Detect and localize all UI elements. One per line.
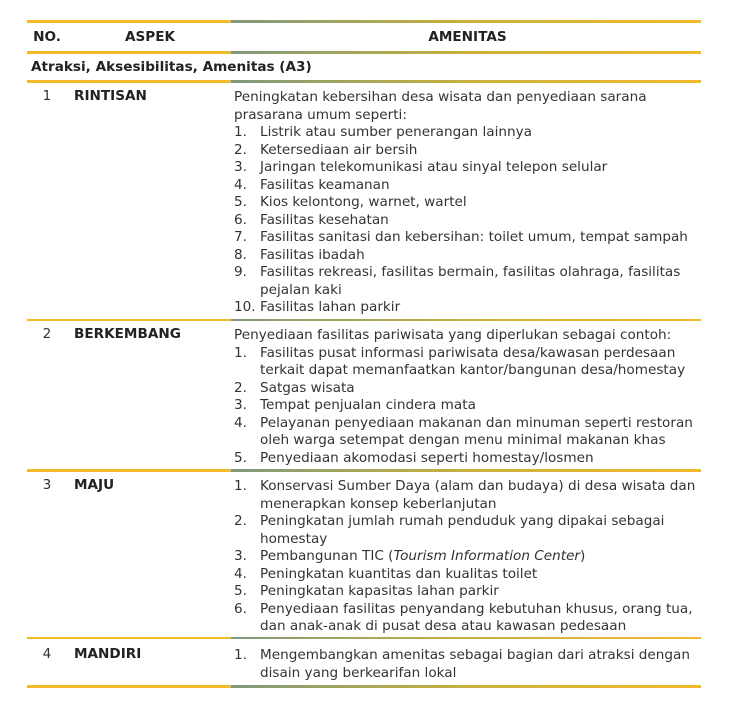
list-item: 6. Penyediaan fasilitas penyandang kebutuhan khusus, orang tua, dan anak-anak di pusat desa atau kawasan pedesaan [234, 600, 693, 634]
header-no: NO. [33, 29, 61, 45]
row-amenitas [234, 327, 701, 467]
table-bottom-rule [27, 685, 701, 688]
section-rule [27, 80, 701, 83]
row-no: 1 [42, 88, 52, 104]
amenitas-list [234, 478, 701, 636]
list-item: 2. Peningkatan jumlah rumah penduduk yang dipakai sebagai homestay [234, 513, 665, 547]
section-label: Atraksi, Aksesibilitas, Amenitas (A3) [31, 59, 312, 75]
row-no: 4 [42, 646, 52, 662]
row-intro: Penyediaan fasilitas pariwisata yang diperlukan sebagai contoh: [234, 327, 672, 343]
list-item: 5. Kios kelontong, warnet, wartel [234, 194, 467, 210]
list-item: 10. Fasilitas lahan parkir [234, 299, 401, 315]
list-item: 4. Fasilitas keamanan [234, 176, 390, 193]
amenitas-list [234, 647, 701, 682]
row-aspek: RINTISAN [74, 88, 147, 104]
row-amenitas [234, 478, 701, 636]
list-item: 4. Peningkatan kuantitas dan kualitas toilet [234, 565, 538, 582]
list-item: 2. Satgas wisata [234, 379, 355, 396]
row-no: 2 [42, 326, 52, 342]
list-item: 3. Jaringan telekomunikasi atau sinyal telepon selular [234, 159, 608, 175]
list-item: 3. Tempat penjualan cindera mata [234, 397, 476, 413]
list-item: 2. Ketersediaan air bersih [234, 141, 418, 158]
list-item: 5. Peningkatan kapasitas lahan parkir [234, 583, 499, 599]
list-item: 4. Pelayanan penyediaan makanan dan minuman seperti restoran oleh warga setempat dengan menu minimal makanan khas [234, 414, 693, 448]
row-rule [27, 637, 701, 639]
header-amenitas: AMENITAS [428, 29, 507, 45]
list-item: 3. Pembangunan TIC (Tourism Information Center) [234, 548, 586, 564]
list-item: 1. Konservasi Sumber Daya (alam dan budaya) di desa wisata dan menerapkan konsep keberlanjutan [234, 478, 696, 512]
row-aspek: MANDIRI [74, 646, 142, 662]
row-rule [27, 319, 701, 321]
row-rule [27, 469, 701, 472]
table-top-rule [27, 20, 701, 23]
row-no: 3 [42, 477, 52, 493]
row-amenitas [234, 647, 701, 682]
list-item: 1. Mengembangkan amenitas sebagai bagian dari atraksi dengan disain yang berkearifan lokal [234, 647, 690, 681]
list-item: 5. Penyediaan akomodasi seperti homestay/losmen [234, 449, 594, 466]
row-intro: Peningkatan kebersihan desa wisata dan penyediaan sarana prasarana umum seperti: [234, 89, 647, 123]
list-item: 6. Fasilitas kesehatan [234, 211, 389, 228]
header-aspek: ASPEK [125, 29, 176, 45]
list-item: 8. Fasilitas ibadah [234, 246, 365, 263]
amenitas-list [234, 345, 701, 468]
row-aspek: BERKEMBANG [74, 326, 181, 342]
list-item: 7. Fasilitas sanitasi dan kebersihan: toilet umum, tempat sampah [234, 229, 688, 245]
row-aspek: MAJU [74, 477, 115, 493]
list-item: 1. Fasilitas pusat informasi pariwisata desa/kawasan perdesaan terkait dapat memanfaatkan kantor/bangunan desa/homestay [234, 344, 686, 378]
header-rule [27, 51, 701, 54]
list-item: 9. Fasilitas rekreasi, fasilitas bermain, fasilitas olahraga, fasilitas pejalan kaki [234, 264, 681, 298]
amenitas-list [234, 124, 701, 317]
list-item: 1. Listrik atau sumber penerangan lainnya [234, 124, 532, 140]
row-amenitas [234, 89, 701, 317]
